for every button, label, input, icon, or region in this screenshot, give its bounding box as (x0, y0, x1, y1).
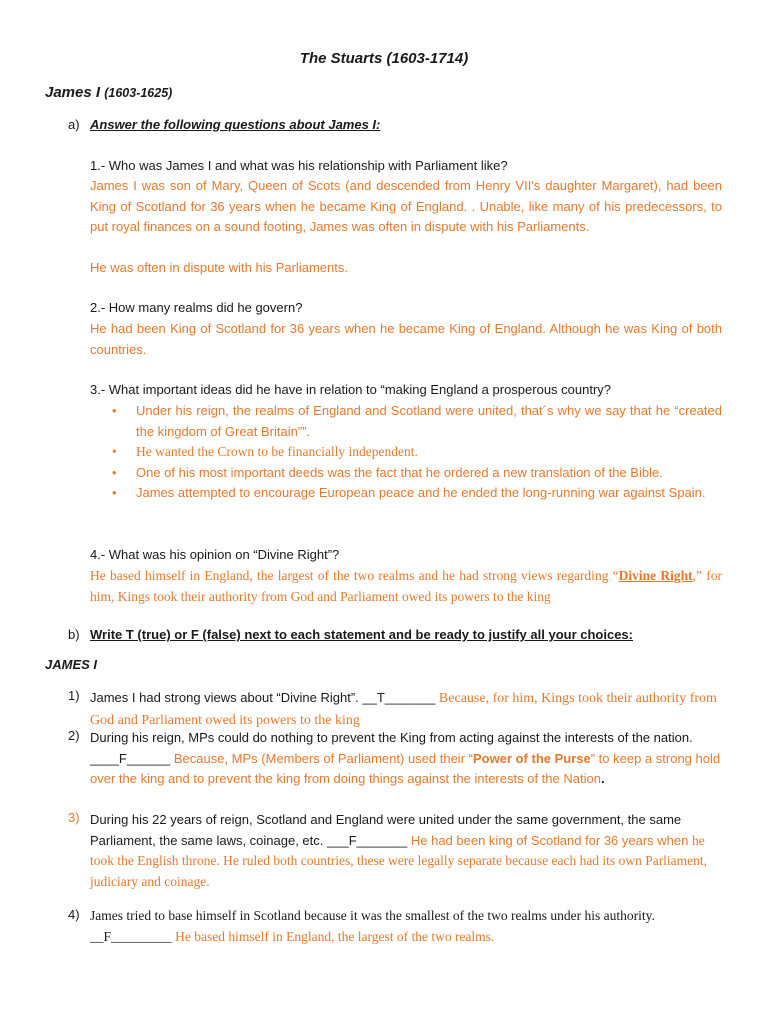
question-3: 3.- What important ideas did he have in relation to “making England a prosperous country? (90, 382, 612, 397)
section-b-marker: b) (68, 627, 80, 642)
bullet-icon: • (112, 464, 117, 480)
heading-name: James I (45, 84, 101, 101)
question-1: 1.- Who was James I and what was his relationship with Parliament like? (90, 158, 508, 173)
section-a-marker: a) (68, 117, 80, 132)
item-4-number: 4) (68, 907, 80, 922)
list-item: • One of his most important deeds was the fact that he ordered a new translation of the Bible. (112, 463, 722, 484)
answer-4: He based himself in England, the largest of the two realms and he had strong views regarding “Divine Right,” for him, Kings took their authority from God and Parliament owed its powers to the king (90, 568, 723, 604)
bullet-icon: • (112, 444, 117, 459)
bullet-icon: • (112, 403, 117, 418)
section-b-subheading: JAMES I (45, 657, 98, 672)
statement-2: During his reign, MPs could do nothing to prevent the King from acting against the interests of the nation. ____F______ Because, MPs (Members of Parliament) used their “Power of the Purse” to keep a strong hold over the king and to prevent the king from doing things against the interests of the Nation. (90, 730, 721, 786)
divine-right-term: Divine Right (618, 568, 693, 583)
bullet-icon: • (112, 485, 117, 500)
item-3-number: 3) (68, 810, 80, 825)
heading-dates: (1603-1625) (104, 86, 173, 100)
list-item: • Under his reign, the realms of England and Scotland were united, that´s why we say that he “created the kingdom of Great Britain””. (112, 403, 722, 439)
answer-3-list (112, 401, 722, 504)
item-2-number: 2) (68, 728, 80, 743)
list-item: • He wanted the Crown to be financially independent. (112, 442, 722, 463)
answer-1-extra: He was often in dispute with his Parliaments. (90, 260, 348, 275)
section-heading-james-i (45, 84, 172, 101)
answer-1: James I was son of Mary, Queen of Scots (and descended from Henry VII's daughter Margaret), had been King of Scotland for 36 years when he became King of England. . Unable, like many of his predecessors, to put royal finances on a sound footing, James was often in dispute with his Parliaments. (90, 178, 722, 234)
answer-2: He had been King of Scotland for 36 years when he became King of England. Although he was King of both countries. (90, 321, 722, 357)
statement-3: During his 22 years of reign, Scotland and England were united under the same government, the same Parliament, the same laws, coinage, etc. ___F_______ He had been king of Scotland for 36 years when he took the English throne. He ruled both countries, these were legally separate because each had its own Parliament, judiciary and coinage. (90, 812, 708, 889)
question-2: 2.- How many realms did he govern? (90, 300, 303, 315)
question-4: 4.- What was his opinion on “Divine Right”? (90, 547, 340, 562)
document-title: The Stuarts (1603-1714) (299, 50, 469, 67)
section-b-heading: Write T (true) or F (false) next to each statement and be ready to justify all your choices: (90, 627, 633, 642)
statement-4: James tried to base himself in Scotland because it was the smallest of the two realms under his authority. __F_________ He based himself in England, the largest of the two realms. (90, 908, 655, 944)
section-a-heading: Answer the following questions about James I: (90, 117, 381, 132)
statement-1: James I had strong views about “Divine Right”. __T_______ Because, for him, Kings took their authority from God and Parliament owed its powers to the king (90, 690, 717, 728)
power-of-purse-term: Power of the Purse (472, 750, 591, 766)
list-item: • James attempted to encourage European peace and he ended the long-running war against Spain. (112, 483, 722, 504)
item-1-number: 1) (68, 688, 80, 703)
